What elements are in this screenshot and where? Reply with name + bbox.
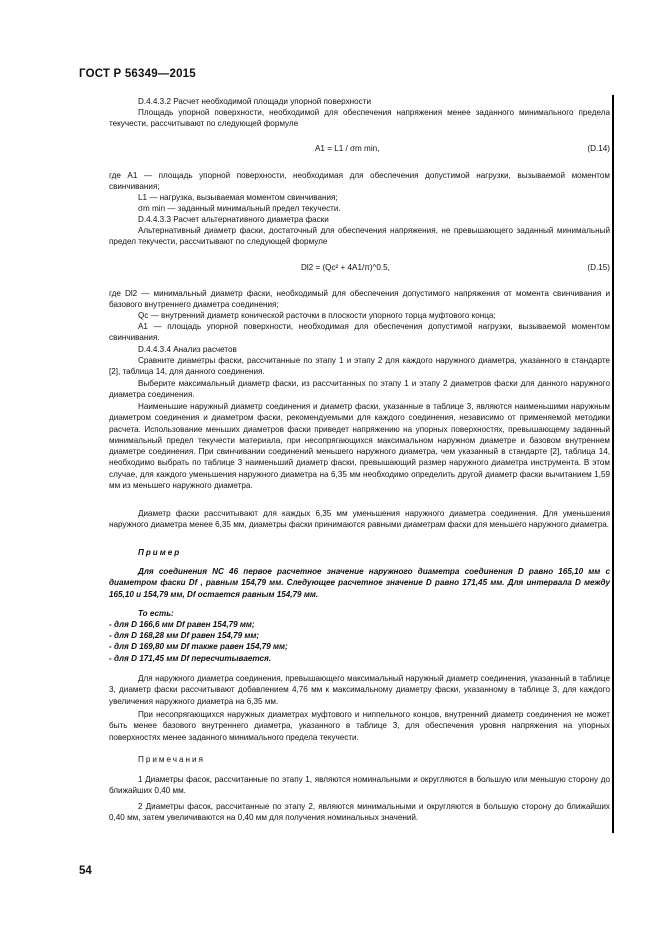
example-text: Для соединения NC 46 первое расчетное значение наружного диаметра соединения D равно 165,10 мм с диаметром фаски Df , равным 154,79 мм. Следующее расчетное значение D равно 171,45 мм. Для интервала D между 165,10 и 154,79 мм, Df остается равным 154,79 мм. <box>109 567 610 599</box>
example-list-item: - для D 168,28 мм Df равен 154,79 мм; <box>109 631 260 640</box>
formula-d14: A1 = L1 / σm min, <box>315 144 380 153</box>
formula-d15-row <box>109 262 610 274</box>
formula-d15-label: (D.15) <box>587 263 610 272</box>
example-list-item: - для D 169,80 мм Df также равен 154,79 мм; <box>109 642 288 651</box>
where-clause: L1 — нагрузка, вызываемая моментом свинчивания; <box>138 193 338 202</box>
section-heading-d4433: D.4.4.3.3 Расчет альтернативного диаметра фаски <box>138 215 329 224</box>
notes-title: Примечания <box>138 755 205 764</box>
example-list-item: - для D 166,6 мм Df равен 154,79 мм; <box>109 620 255 629</box>
paragraph: Для наружного диаметра соединения, превышающего максимальный наружный диаметр соединения, указанный в таблице 3, диаметр фаски рассчитывают добавлением 4,76 мм к максимальному диаметру фаски, указанному в таблице 3, для каждого увеличения наружного диаметра на 6,35 мм. <box>109 674 610 706</box>
paragraph: Сравните диаметры фаски, рассчитанные по этапу 1 и этапу 2 для каждого наружного диаметра, указанного в стандарте [2], таблица 14, для данного соединения. <box>109 356 610 377</box>
where-clause: σm min — заданный минимальный предел текучести. <box>138 204 341 213</box>
section-heading-d4434: D.4.4.3.4 Анализ расчетов <box>138 345 237 354</box>
margin-rule <box>612 95 614 833</box>
where-clause: Qc — внутренний диаметр конической расточки в плоскости упорного торца муфтового конца; <box>138 311 496 320</box>
paragraph: Выберите максимальный диаметр фаски, из рассчитанных по этапу 1 и этапу 2 диаметров фаски для данного наружного диаметра соединения. <box>109 379 610 400</box>
example-list-intro: То есть: <box>138 609 174 618</box>
where-clause: где A1 — площадь упорной поверхности, необходимая для обеспечения допустимой нагрузки, вызываемой моментом свинчивания; <box>109 171 610 192</box>
example-list-item: - для D 171,45 мм Df пересчитывается. <box>109 654 272 663</box>
example-title: Пример <box>138 548 182 557</box>
section-heading-d4432: D.4.4.3.2 Расчет необходимой площади упорной поверхности <box>138 97 372 106</box>
formula-d14-label: (D.14) <box>587 144 610 153</box>
paragraph: Площадь упорной поверхности, необходимой для обеспечения напряжения менее заданного минимального предела текучести, рассчитывают по следующей формуле <box>109 108 610 129</box>
paragraph: Диаметр фаски рассчитывают для каждых 6,35 мм уменьшения наружного диаметра соединения. Для уменьшения наружного диаметра менее 6,35 мм, диаметры фаски принимаются равными диаметрам фаски для меньшего наружного диаметра. <box>109 509 610 530</box>
where-clause: A1 — площадь упорной поверхности, необходимая для обеспечения допустимой нагрузки, вызываемой моментом свинчивания. <box>109 322 610 343</box>
note-item: 2 Диаметры фасок, рассчитанные по этапу 2, являются минимальными и округляются в большую сторону до ближайших 0,40 мм, затем увеличиваются на 0,40 мм для получения номинальных значений. <box>109 802 610 823</box>
note-item: 1 Диаметры фасок, рассчитанные по этапу 1, являются номинальными и округляются в большую или меньшую сторону до ближайших 0,40 мм. <box>109 775 610 796</box>
paragraph: Альтернативный диаметр фаски, достаточный для обеспечения напряжения, не превышающего заданный минимальный предел текучести, рассчитывают по следующей формуле <box>109 226 610 247</box>
formula-d15: Dl2 = (Qc² + 4A1/π)^0.5, <box>301 263 390 272</box>
paragraph: При несопрягающихся наружных диаметрах муфтового и ниппельного концов, внутренний диаметр соединения не может быть менее базового внутреннего диаметра, указанного в таблице 3, для обеспечения уровня напряжения на упорных поверхностях менее заданного минимального предела текучести. <box>109 710 610 742</box>
document-header: ГОСТ Р 56349—2015 <box>79 68 196 80</box>
where-clause: где Dl2 — минимальный диаметр фаски, необходимый для обеспечения допустимого напряжения от момента свинчивания и базового внутреннего диаметра соединения; <box>109 289 610 310</box>
page-number: 54 <box>79 865 92 877</box>
paragraph: Наименьшие наружный диаметр соединения и диаметр фаски, указанные в таблице 3, являются наименьшими наружным диаметром соединения и диаметром фаски, рекомендуемыми для каждого соединения, независимо от применяемой методики расчета. Использование меньших диаметров фаски приведет напряжению на упорных поверхностях, превышающему заданный минимальный предел текучести материала, при несопрягающихся максимальном наружном диаметре и базовом внутреннем диаметре соединения. При свинчивании соединений меньшего наружного диаметра, чем указанный в стандарте [2], таблица 14, необходимо выбрать по таблице 3 наименьший диаметр фаски, превышающий размер наружного диаметра инструмента. В этом случае, для каждого уменьшения наружного диаметра на 6,35 мм необходимо определить другой диаметр фаски вычитанием 1,59 мм из меньшего наружного диаметра. <box>109 402 610 490</box>
formula-d14-row <box>109 143 610 155</box>
